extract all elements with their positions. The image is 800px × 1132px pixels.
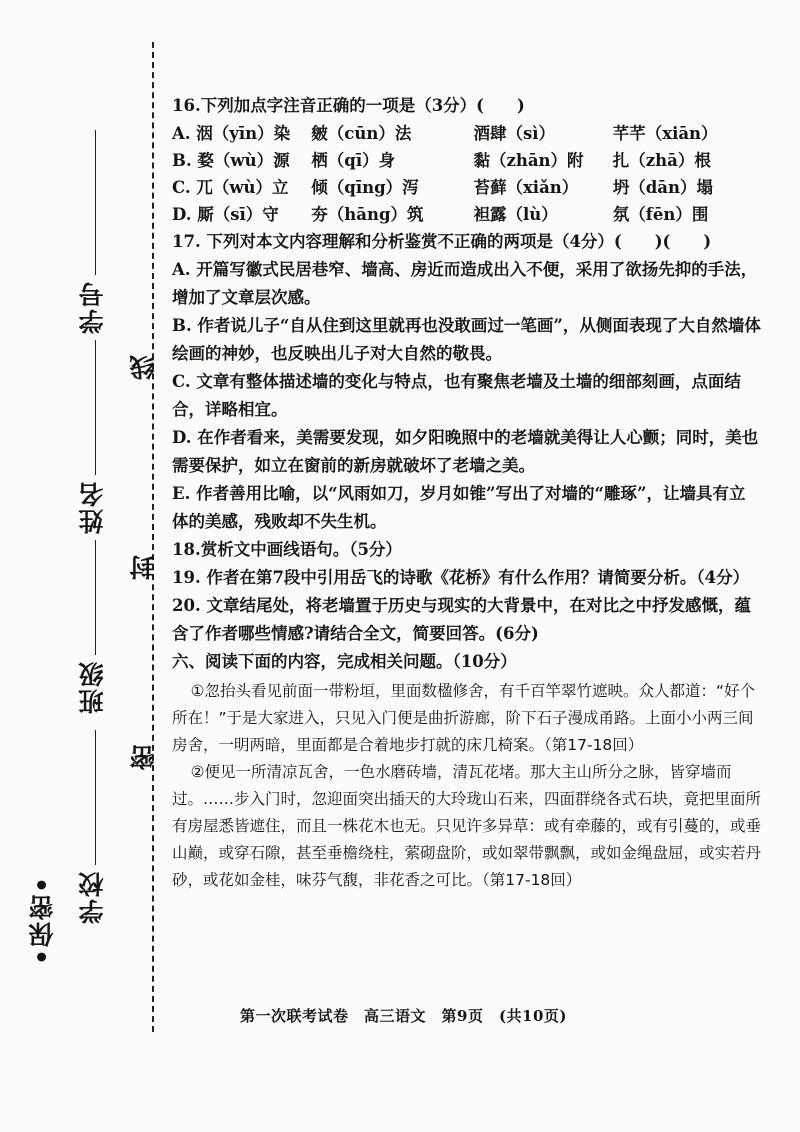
option-cell: 黏（zhān）附	[473, 151, 584, 170]
q17-option-c: C. 文章有整体描述墙的变化与特点，也有聚焦老墙及土墙的细部刻画，点面结合，详略相宜。	[172, 372, 741, 419]
page-footer: 第一次联考试卷 高三语文 第9页 (共10页)	[240, 1007, 568, 1025]
seal-feng: 封	[129, 555, 158, 580]
seal-xian: 线	[129, 355, 158, 380]
reading-paragraph-1: ①忽抬头看见前面一带粉垣，里面数楹修舍，有千百竿翠竹遮映。众人都道：“好个所在！”于是大家进入，只见入门便是曲折游廊，阶下石子漫成甬路。上面小小两三间房舍，一明两暗，里面都是合着地步打就的床几椅案。（第17-18回）	[172, 682, 756, 754]
seal-mi: 密	[129, 745, 158, 770]
q16-option-b	[172, 147, 762, 174]
q16-option-a	[172, 120, 762, 147]
class-label: 班级	[78, 660, 107, 714]
name-label: 姓名	[78, 480, 107, 534]
option-cell: 坍（dān）塌	[612, 178, 713, 197]
option-cell: 夯（hāng）筑	[311, 205, 424, 224]
q16-stem: 16.下列加点字注音正确的一项是（3分）( )	[172, 96, 525, 115]
option-cell: 栖（qī）身	[311, 151, 396, 170]
binding-dashed-line	[152, 42, 154, 1032]
option-cell: 倾（qīng）泻	[311, 178, 419, 197]
option-cell: D. 厮（sī）守	[172, 205, 279, 224]
exam-content	[172, 92, 762, 894]
class-blank	[95, 540, 96, 655]
reading-paragraph-2: ②便见一所清凉瓦舍，一色水磨砖墙，清瓦花堵。那大主山所分之脉，皆穿墙而过。……步入门时，忽迎面突出插天的大玲珑山石来，四面群绕各式石块，竟把里面所有房屋悉皆遮住，而且一株花木也无。只见许多异草：或有牵藤的，或有引蔓的，或垂山巅，或穿石隙，甚至垂檐绕柱，萦砌盘阶，或如翠带飘飘，或如金绳盘屈，或实若丹砂，或花如金桂，味芬气馥，非花香之可比。（第17-18回）	[172, 763, 762, 889]
q17-option-d: D. 在作者看来，美需要发现，如夕阳晚照中的老墙就美得让人心颤；同时，美也需要保护，如立在窗前的新房就破坏了老墙之美。	[172, 428, 759, 475]
option-cell: 袒露（lù）	[473, 205, 558, 224]
q17-stem: 17. 下列对本文内容理解和分析鉴赏不正确的两项是（4分）( )( )	[172, 232, 712, 251]
option-cell: 酒肆（sì）	[473, 124, 556, 143]
option-cell: 氛（fēn）围	[612, 205, 709, 224]
section-6-heading: 六、阅读下面的内容，完成相关问题。（10分）	[172, 652, 517, 671]
q16-options	[172, 120, 762, 228]
q17-option-b: B. 作者说儿子“自从住到这里就再也没敢画过一笔画”，从侧面表现了大自然墙体绘画的神妙，也反映出儿子对大自然的敬畏。	[172, 316, 761, 363]
q18: 18.赏析文中画线语句。（5分）	[172, 540, 402, 559]
option-cell: 苔藓（xiǎn）	[473, 178, 579, 197]
q20: 20. 文章结尾处，将老墙置于历史与现实的大背景中，在对比之中抒发感慨，蕴含了作者哪些情感?请结合全文，简要回答。(6分)	[172, 596, 751, 643]
q16-option-c	[172, 174, 762, 201]
school-label: 学校	[78, 870, 107, 924]
reading-passage	[172, 678, 762, 894]
option-cell: A. 洇（yīn）染	[172, 124, 291, 143]
option-cell: 芊芊（xiān）	[612, 124, 718, 143]
option-cell: 扎（zhā）根	[612, 151, 711, 170]
option-cell: 皴（cūn）法	[311, 124, 412, 143]
option-cell: B. 婺（wù）源	[172, 151, 290, 170]
option-cell: C. 兀（wù）立	[172, 178, 289, 197]
q16-option-d	[172, 201, 762, 228]
confidential-label: •保密•	[28, 875, 57, 965]
q17-option-e: E. 作者善用比喻，以“风雨如刀，岁月如锥”写出了对墙的“雕琢”，让墙具有立体的美感，残败却不失生机。	[172, 484, 746, 531]
q17-option-a: A. 开篇写徽式民居巷窄、墙高、房近而造成出入不便，采用了欲扬先抑的手法，增加了文章层次感。	[172, 260, 758, 307]
name-blank	[95, 340, 96, 475]
student-id-blank	[95, 130, 96, 275]
school-blank	[95, 730, 96, 865]
binding-margin	[0, 0, 158, 1132]
student-id-label: 学号	[78, 280, 107, 334]
q19: 19. 作者在第7段中引用岳飞的诗歌《花桥》有什么作用？请简要分析。（4分）	[172, 568, 750, 587]
